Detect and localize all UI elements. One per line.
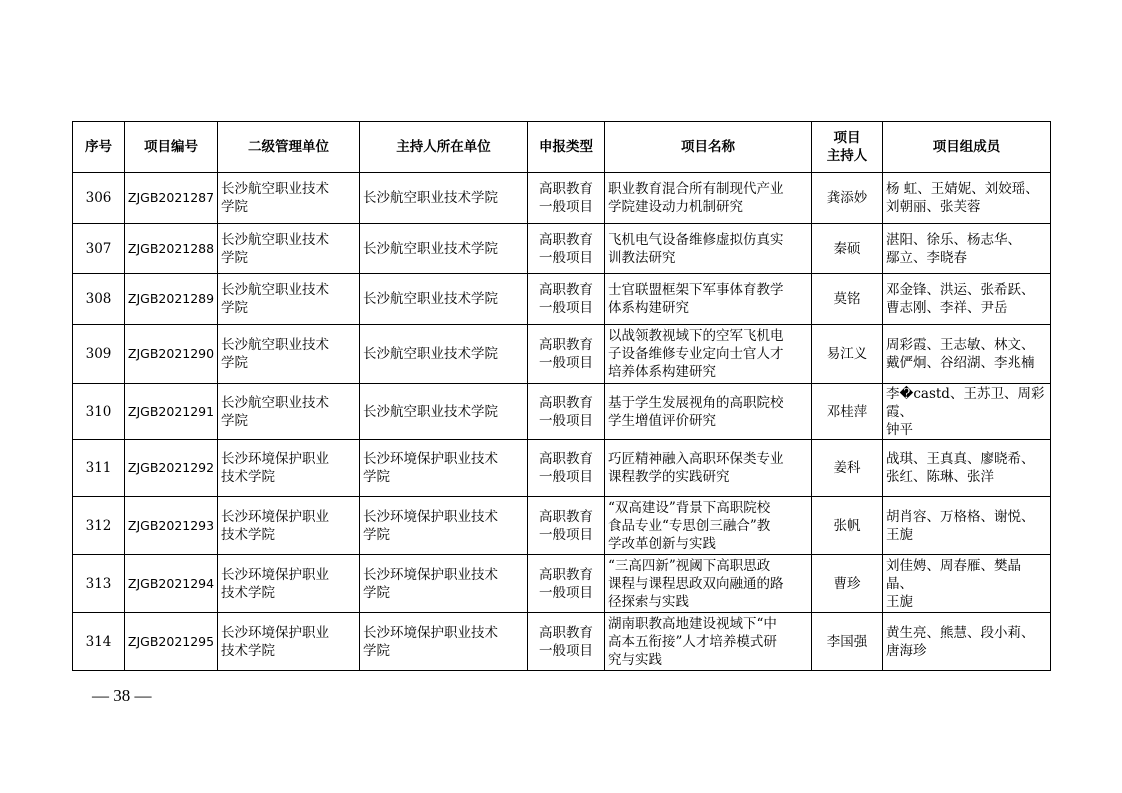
header-cell: 项目 主持人 xyxy=(812,122,883,173)
cell-no: 306 xyxy=(73,173,125,224)
cell-members: 周彩霞、王志敏、林文、 戴俨炯、谷绍湖、李兆楠 xyxy=(883,325,1051,384)
table-row xyxy=(73,497,1051,555)
cell-project-name: “双高建设”背景下高职院校 食品专业“专思创三融合”教 学改革创新与实践 xyxy=(605,497,812,555)
page-number: — 38 — xyxy=(92,686,152,705)
cell-mgmt-unit: 长沙环境保护职业 技术学院 xyxy=(218,440,360,497)
cell-type: 高职教育 一般项目 xyxy=(528,497,605,555)
cell-members: 刘佳娉、周春雁、樊晶晶、 王旎 xyxy=(883,555,1051,613)
cell-host-unit: 长沙航空职业技术学院 xyxy=(360,173,528,224)
cell-host: 李国强 xyxy=(812,613,883,671)
cell-host-unit: 长沙航空职业技术学院 xyxy=(360,384,528,440)
cell-members: 黄生亮、熊慧、段小莉、 唐海珍 xyxy=(883,613,1051,671)
project-table xyxy=(72,121,1051,671)
cell-host: 张帆 xyxy=(812,497,883,555)
cell-no: 312 xyxy=(73,497,125,555)
cell-host-unit: 长沙环境保护职业技术 学院 xyxy=(360,613,528,671)
header-cell: 项目组成员 xyxy=(883,122,1051,173)
cell-mgmt-unit: 长沙航空职业技术 学院 xyxy=(218,224,360,274)
cell-members: 湛阳、徐乐、杨志华、 鄢立、李晓春 xyxy=(883,224,1051,274)
cell-mgmt-unit: 长沙航空职业技术 学院 xyxy=(218,274,360,325)
cell-no: 313 xyxy=(73,555,125,613)
cell-no: 311 xyxy=(73,440,125,497)
cell-type: 高职教育 一般项目 xyxy=(528,613,605,671)
cell-members: 杨 虹、王婧妮、刘姣瑶、 刘朝丽、张芙蓉 xyxy=(883,173,1051,224)
cell-type: 高职教育 一般项目 xyxy=(528,224,605,274)
cell-host-unit: 长沙航空职业技术学院 xyxy=(360,325,528,384)
cell-code: ZJGB2021290 xyxy=(125,325,218,384)
cell-project-name: 以战领教视域下的空军飞机电 子设备维修专业定向士官人才 培养体系构建研究 xyxy=(605,325,812,384)
cell-mgmt-unit: 长沙航空职业技术 学院 xyxy=(218,384,360,440)
cell-code: ZJGB2021292 xyxy=(125,440,218,497)
cell-type: 高职教育 一般项目 xyxy=(528,325,605,384)
cell-mgmt-unit: 长沙环境保护职业 技术学院 xyxy=(218,497,360,555)
cell-members: 战琪、王真真、廖晓希、 张红、陈琳、张洋 xyxy=(883,440,1051,497)
cell-project-name: “三高四新”视阈下高职思政 课程与课程思政双向融通的路 径探索与实践 xyxy=(605,555,812,613)
cell-code: ZJGB2021288 xyxy=(125,224,218,274)
table-row xyxy=(73,325,1051,384)
cell-code: ZJGB2021291 xyxy=(125,384,218,440)
cell-type: 高职教育 一般项目 xyxy=(528,440,605,497)
table-row xyxy=(73,274,1051,325)
cell-mgmt-unit: 长沙环境保护职业 技术学院 xyxy=(218,555,360,613)
cell-code: ZJGB2021295 xyxy=(125,613,218,671)
cell-project-name: 湖南职教高地建设视域下“中 高本五衔接”人才培养模式研 究与实践 xyxy=(605,613,812,671)
cell-mgmt-unit: 长沙环境保护职业 技术学院 xyxy=(218,613,360,671)
cell-host: 曹珍 xyxy=(812,555,883,613)
cell-code: ZJGB2021287 xyxy=(125,173,218,224)
cell-no: 308 xyxy=(73,274,125,325)
cell-type: 高职教育 一般项目 xyxy=(528,173,605,224)
cell-no: 307 xyxy=(73,224,125,274)
cell-host-unit: 长沙环境保护职业技术 学院 xyxy=(360,440,528,497)
cell-no: 314 xyxy=(73,613,125,671)
cell-type: 高职教育 一般项目 xyxy=(528,555,605,613)
table-row xyxy=(73,224,1051,274)
header-cell: 序号 xyxy=(73,122,125,173)
cell-host: 龚添妙 xyxy=(812,173,883,224)
cell-mgmt-unit: 长沙航空职业技术 学院 xyxy=(218,325,360,384)
cell-host: 姜科 xyxy=(812,440,883,497)
header-cell: 项目名称 xyxy=(605,122,812,173)
cell-host-unit: 长沙环境保护职业技术 学院 xyxy=(360,497,528,555)
cell-host-unit: 长沙航空职业技术学院 xyxy=(360,274,528,325)
cell-code: ZJGB2021294 xyxy=(125,555,218,613)
cell-project-name: 基于学生发展视角的高职院校 学生增值评价研究 xyxy=(605,384,812,440)
table-header-row xyxy=(73,122,1051,173)
table-row xyxy=(73,613,1051,671)
cell-host: 秦硕 xyxy=(812,224,883,274)
cell-mgmt-unit: 长沙航空职业技术 学院 xyxy=(218,173,360,224)
cell-members: 胡肖容、万格格、谢悦、 王旎 xyxy=(883,497,1051,555)
table-row xyxy=(73,555,1051,613)
cell-project-name: 职业教育混合所有制现代产业 学院建设动力机制研究 xyxy=(605,173,812,224)
cell-host: 易江义 xyxy=(812,325,883,384)
cell-no: 310 xyxy=(73,384,125,440)
cell-host: 莫铭 xyxy=(812,274,883,325)
cell-members: 李�castd、王苏卫、周彩霞、 钟平 xyxy=(883,384,1051,440)
cell-code: ZJGB2021289 xyxy=(125,274,218,325)
cell-code: ZJGB2021293 xyxy=(125,497,218,555)
header-cell: 二级管理单位 xyxy=(218,122,360,173)
cell-type: 高职教育 一般项目 xyxy=(528,274,605,325)
cell-host: 邓桂萍 xyxy=(812,384,883,440)
cell-project-name: 巧匠精神融入高职环保类专业 课程教学的实践研究 xyxy=(605,440,812,497)
cell-type: 高职教育 一般项目 xyxy=(528,384,605,440)
cell-no: 309 xyxy=(73,325,125,384)
cell-host-unit: 长沙航空职业技术学院 xyxy=(360,224,528,274)
header-cell: 申报类型 xyxy=(528,122,605,173)
header-cell: 主持人所在单位 xyxy=(360,122,528,173)
cell-host-unit: 长沙环境保护职业技术 学院 xyxy=(360,555,528,613)
header-cell: 项目编号 xyxy=(125,122,218,173)
table-row xyxy=(73,173,1051,224)
cell-members: 邓金锋、洪运、张希跃、 曹志刚、李祥、尹岳 xyxy=(883,274,1051,325)
cell-project-name: 飞机电气设备维修虚拟仿真实 训教法研究 xyxy=(605,224,812,274)
table-row xyxy=(73,384,1051,440)
table-row xyxy=(73,440,1051,497)
cell-project-name: 士官联盟框架下军事体育教学 体系构建研究 xyxy=(605,274,812,325)
